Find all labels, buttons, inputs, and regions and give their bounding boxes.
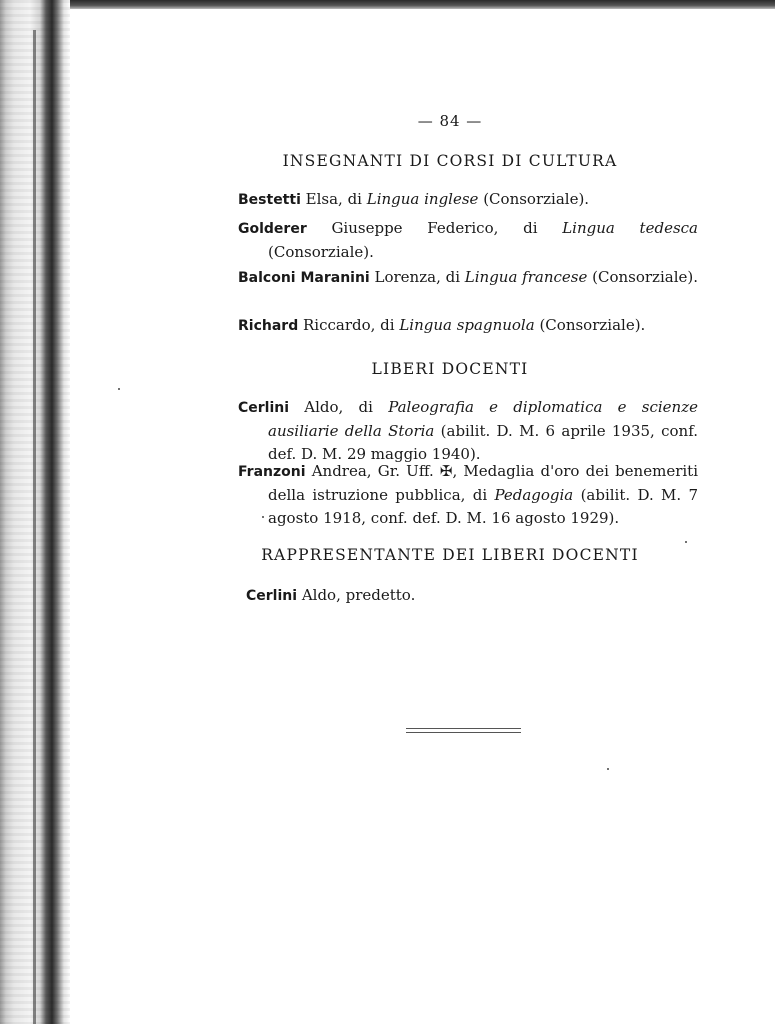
entry-subject: Lingua francese: [464, 268, 588, 286]
page-number: — 84 —: [417, 112, 483, 130]
entry-subject: Paleografia e diplomatica e scienze ausiliarie della Storia: [268, 398, 698, 440]
entry-golderer: [238, 217, 698, 264]
entry-surname: Franzoni: [238, 464, 306, 480]
entry-text: (Consorziale).: [478, 190, 590, 208]
entry-text: Andrea, Gr. Uff. ✠, Medaglia d'oro dei benemeriti della istruzione pubblica, di: [268, 462, 698, 504]
paper-speck: [607, 768, 609, 770]
entry-surname: Richard: [238, 318, 299, 334]
entry-text: (Consorziale).: [268, 243, 374, 261]
section-heading-liberi-docenti: LIBERI DOCENTI: [371, 360, 529, 378]
entry-text: (Consorziale).: [587, 268, 698, 286]
entry-cerlini-predetto: [246, 584, 706, 608]
entry-balconi-maranini: [238, 266, 698, 290]
entry-text: Riccardo, di: [298, 316, 400, 334]
closing-rule: [406, 728, 521, 733]
entry-surname: Bestetti: [238, 192, 301, 208]
entry-text: (abilit. D. M. 7 agosto 1918, conf. def. D. M. 16 agosto 1929).: [268, 486, 698, 527]
entry-text: Giuseppe Federico, di: [306, 219, 563, 237]
entry-subject: Pedagogia: [494, 486, 574, 504]
entry-subject: Lingua inglese: [366, 190, 479, 208]
entry-surname: Balconi Maranini: [238, 270, 370, 286]
entry-cerlini: [238, 396, 698, 466]
entry-franzoni: [238, 460, 698, 530]
section-heading-rappresentante: RAPPRESENTANTE DEI LIBERI DOCENTI: [261, 546, 639, 564]
entry-text: Aldo, di: [289, 398, 389, 416]
binding-shadow-line: [33, 30, 36, 1024]
entry-bestetti: [238, 188, 698, 212]
entry-surname: Cerlini: [238, 400, 290, 416]
paper-speck: [685, 541, 687, 543]
entry-subject: Lingua tedesca: [562, 219, 698, 237]
entry-text: Elsa, di: [300, 190, 367, 208]
paper-speck: [262, 516, 264, 518]
entry-richard: [238, 314, 698, 338]
entry-surname: Cerlini: [246, 588, 298, 604]
paper-speck: [118, 388, 120, 390]
entry-text: (Consorziale).: [534, 316, 646, 334]
entry-text: Lorenza, di: [369, 268, 465, 286]
entry-subject: Lingua spagnuola: [399, 316, 535, 334]
page-top-edge: [0, 0, 775, 9]
entry-text: (abilit. D. M. 6 aprile 1935, conf. def. D. M. 29 maggio 1940).: [268, 422, 699, 463]
entry-text: Aldo, predetto.: [297, 586, 416, 604]
entry-surname: Golderer: [238, 221, 307, 237]
section-heading-corsi-cultura: INSEGNANTI DI CORSI DI CULTURA: [282, 152, 618, 170]
